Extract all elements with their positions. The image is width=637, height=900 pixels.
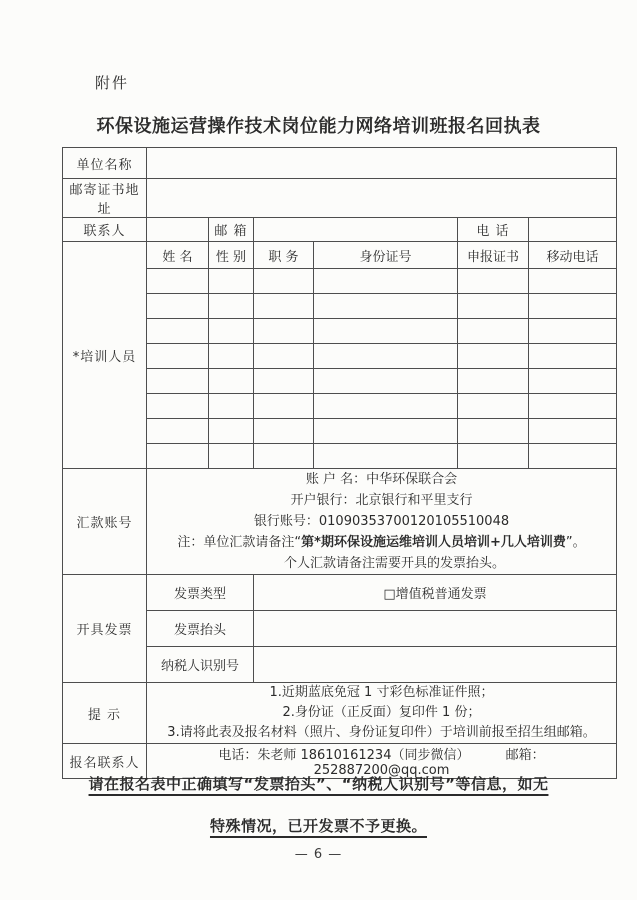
trainee-empty-cell (254, 419, 314, 444)
mailing-address-value-cell (147, 179, 617, 218)
trainee-empty-cell (314, 294, 458, 319)
trainee-empty-cell (458, 394, 529, 419)
trainee-empty-cell (254, 294, 314, 319)
registration-table (62, 147, 617, 779)
trainee-empty-cell (314, 269, 458, 294)
remittance-label: 汇款账号 (63, 469, 147, 575)
trainee-empty-row (63, 419, 617, 444)
invoice-type-value: □增值税普通发票 (254, 575, 617, 611)
trainee-empty-cell (254, 319, 314, 344)
trainee-empty-row (63, 344, 617, 369)
trainee-empty-cell (458, 294, 529, 319)
trainee-empty-cell (254, 394, 314, 419)
invoice-label: 开具发票 (63, 575, 147, 683)
trainee-empty-cell (147, 394, 209, 419)
trainee-empty-cell (529, 369, 617, 394)
trainee-empty-row (63, 294, 617, 319)
trainee-empty-cell (529, 269, 617, 294)
invoice-title-value-cell (254, 611, 617, 647)
tip-item: 1.近期蓝底免冠 1 寸彩色标准证件照； (269, 685, 494, 700)
trainee-empty-row (63, 269, 617, 294)
mailing-address-label: 邮寄证书地址 (63, 179, 147, 218)
trainee-empty-cell (529, 344, 617, 369)
table-row (63, 148, 617, 179)
tip-item: 3.请将此表及报名材料（照片、身份证复印件）于培训前报至招生组邮箱。 (167, 725, 596, 740)
table-row (63, 575, 617, 611)
remittance-note-line2: 个人汇款请备注需要开具的发票抬头。 (283, 556, 505, 571)
trainee-empty-cell (147, 369, 209, 394)
trainee-empty-cell (458, 344, 529, 369)
table-row (63, 179, 617, 218)
email-label: 邮 箱 (209, 218, 254, 242)
unit-name-value-cell (147, 148, 617, 179)
checkbox-icon: □ (383, 587, 396, 602)
phone-label: 电 话 (458, 218, 529, 242)
invoice-type-label: 发票类型 (147, 575, 254, 611)
phone-value-cell (529, 218, 617, 242)
registration-contact-email: 邮箱：252887200@qq.com (313, 748, 545, 778)
trainee-empty-cell (209, 419, 254, 444)
table-row (63, 218, 617, 242)
trainee-empty-cell (314, 369, 458, 394)
trainee-empty-cell (209, 294, 254, 319)
trainee-empty-cell (209, 319, 254, 344)
trainee-empty-cell (254, 344, 314, 369)
contact-label: 联系人 (63, 218, 147, 242)
trainee-empty-cell (458, 269, 529, 294)
trainee-col-id-number: 身份证号 (314, 242, 458, 269)
trainee-col-certificate: 申报证书 (458, 242, 529, 269)
trainee-empty-cell (529, 294, 617, 319)
invoice-title-label: 发票抬头 (147, 611, 254, 647)
trainee-empty-cell (458, 419, 529, 444)
trainee-empty-cell (529, 444, 617, 469)
trainee-empty-cell (529, 394, 617, 419)
trainee-empty-row (63, 444, 617, 469)
trainee-empty-cell (529, 419, 617, 444)
tip-item: 2.身份证（正反面）复印件 1 份； (282, 705, 481, 720)
trainee-col-mobile: 移动电话 (529, 242, 617, 269)
tips-content (147, 683, 617, 744)
trainee-empty-cell (209, 269, 254, 294)
trainee-empty-cell (254, 369, 314, 394)
trainee-empty-cell (209, 344, 254, 369)
trainee-empty-cell (254, 269, 314, 294)
footer-notice-line2: 特殊情况，已开发票不予更换。 (209, 817, 427, 835)
trainee-empty-cell (147, 294, 209, 319)
table-row (63, 611, 617, 647)
trainee-empty-cell (458, 444, 529, 469)
email-value-cell (254, 218, 458, 242)
trainee-col-name: 姓 名 (147, 242, 209, 269)
trainee-empty-cell (458, 369, 529, 394)
taxpayer-id-value-cell (254, 647, 617, 683)
remittance-account-name: 账 户 名：中华环保联合会 (305, 472, 458, 487)
trainee-empty-cell (314, 394, 458, 419)
remittance-note-line1: 注：单位汇款请备注“第*期环保设施运维培训人员培训+几人培训费”。 (177, 535, 586, 550)
table-row (63, 683, 617, 744)
unit-name-label: 单位名称 (63, 148, 147, 179)
tips-label: 提 示 (63, 683, 147, 744)
trainee-empty-cell (314, 419, 458, 444)
trainee-empty-cell (209, 394, 254, 419)
trainee-empty-row (63, 369, 617, 394)
remittance-account-number: 银行账号：01090353700120105510048 (253, 514, 510, 529)
trainee-empty-cell (314, 319, 458, 344)
table-row (63, 647, 617, 683)
trainee-empty-cell (147, 319, 209, 344)
trainee-col-gender: 性 别 (209, 242, 254, 269)
footer-notice-line1: 请在报名表中正确填写“发票抬头”、“纳税人识别号”等信息，如无 (88, 775, 549, 793)
remittance-bank: 开户银行：北京银行和平里支行 (290, 493, 473, 508)
taxpayer-id-label: 纳税人识别号 (147, 647, 254, 683)
trainee-empty-row (63, 394, 617, 419)
trainee-empty-cell (147, 444, 209, 469)
trainee-empty-cell (209, 444, 254, 469)
attachment-label: 附件 (95, 74, 130, 92)
trainee-empty-cell (529, 319, 617, 344)
registration-contact-label: 报名联系人 (63, 744, 147, 779)
trainee-empty-cell (147, 419, 209, 444)
registration-contact-phone: 电话：朱老师 18610161234（同步微信） (218, 748, 470, 763)
remittance-content (147, 469, 617, 575)
trainees-label: *培训人员 (63, 242, 147, 469)
trainee-empty-cell (314, 344, 458, 369)
contact-value-cell (147, 218, 209, 242)
trainee-empty-cell (147, 344, 209, 369)
trainee-empty-row (63, 319, 617, 344)
trainee-col-position: 职 务 (254, 242, 314, 269)
trainee-empty-cell (209, 369, 254, 394)
page-number: — 6 — (294, 847, 343, 862)
trainee-empty-cell (147, 269, 209, 294)
trainee-header-row (63, 242, 617, 269)
trainee-empty-cell (314, 444, 458, 469)
trainee-empty-cell (254, 444, 314, 469)
trainee-empty-cell (458, 319, 529, 344)
page-title: 环保设施运营操作技术岗位能力网络培训班报名回执表 (96, 116, 541, 137)
table-row (63, 469, 617, 575)
